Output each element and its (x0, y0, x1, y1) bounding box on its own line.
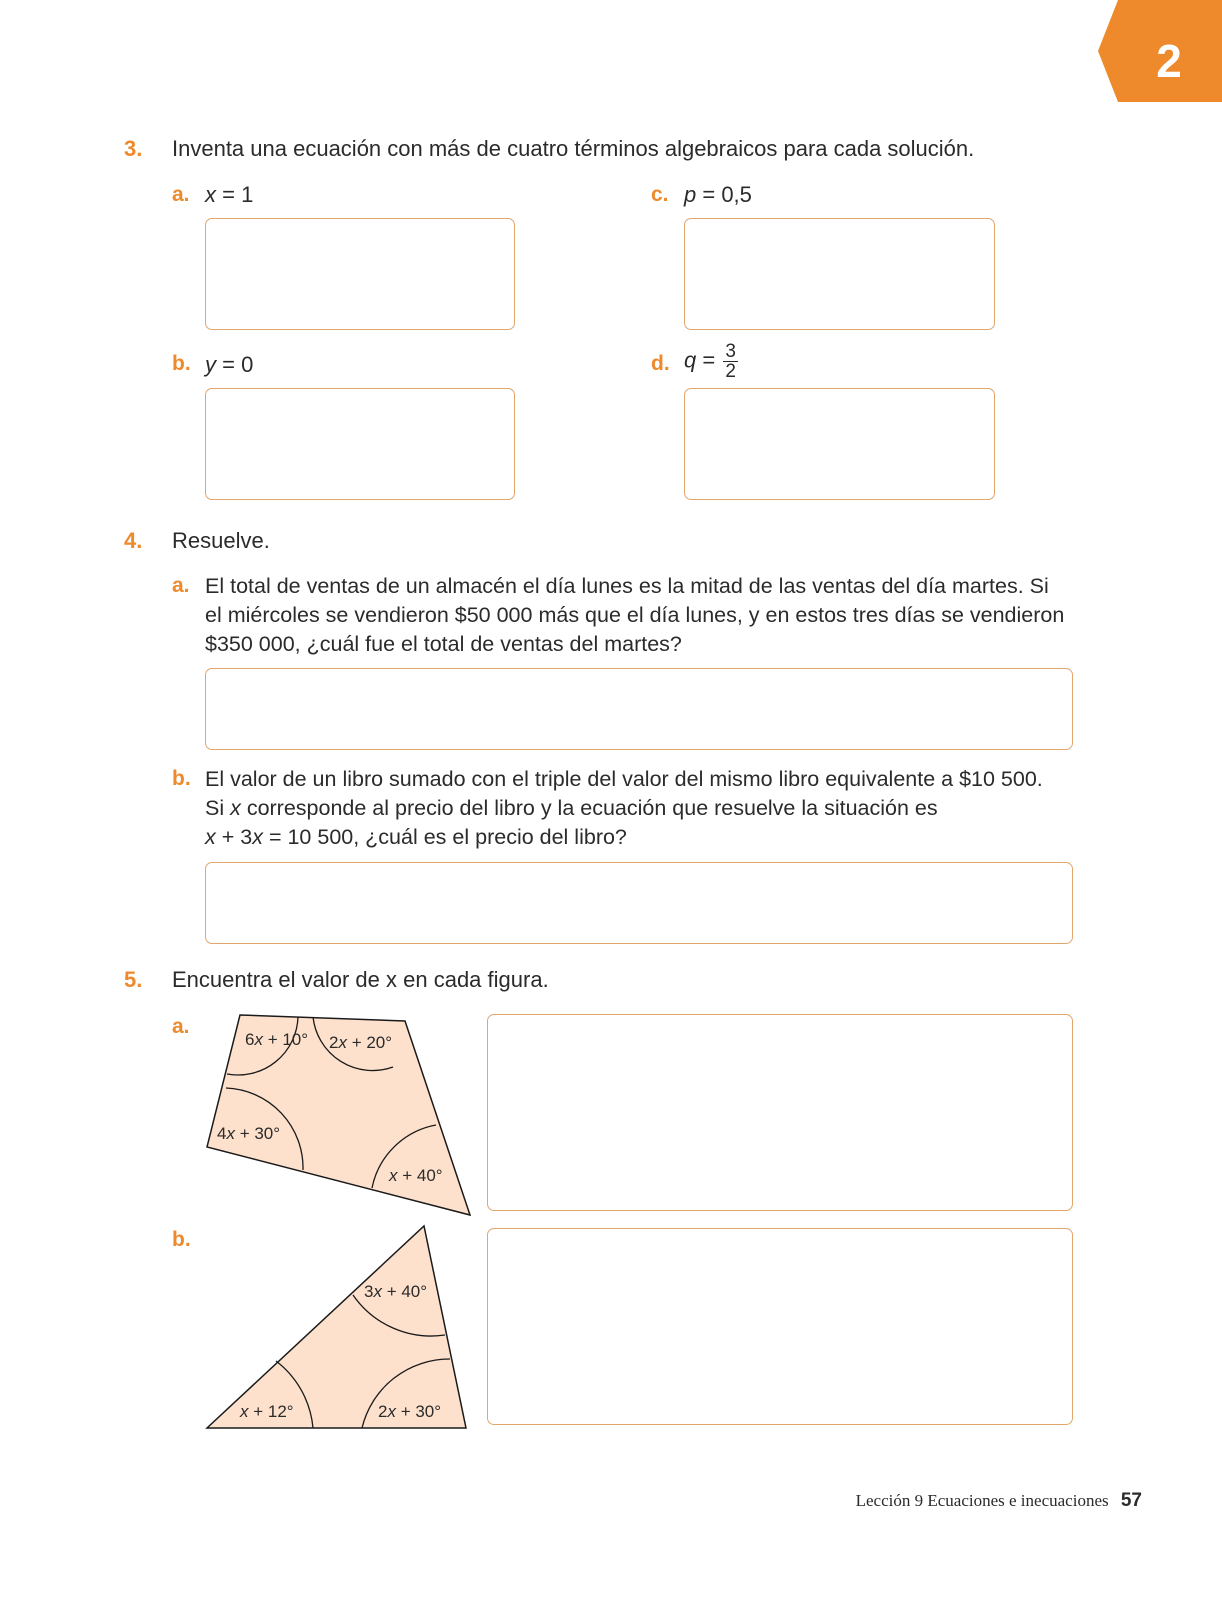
angle-label: 3x + 40° (364, 1282, 428, 1301)
angle-label: x + 12° (240, 1402, 294, 1421)
q5-prompt: Encuentra el valor de x en cada figura. (172, 967, 549, 992)
q3-a-letter: a. (172, 183, 190, 206)
q3-d-answer-box[interactable] (684, 388, 995, 500)
fraction: $\frac{3}{2}$ (725, 341, 736, 382)
triangle-shape (207, 1226, 466, 1428)
q3-number: 3. (124, 136, 143, 161)
q4-prompt: Resuelve. (172, 528, 270, 553)
footer-lesson: Lección 9 (855, 1491, 924, 1510)
q5-b-triangle-figure (0, 0, 480, 1440)
q5-a-answer-box[interactable] (487, 1014, 1073, 1211)
q3-c-letter: c. (651, 183, 669, 206)
q4-b-letter: b. (172, 767, 191, 790)
page-footer (856, 1490, 1142, 1512)
q5-a-letter: a. (172, 1015, 190, 1038)
q3-b-letter: b. (172, 352, 191, 375)
q3-d-letter: d. (651, 352, 670, 375)
angle-label: 4x + 30° (217, 1124, 281, 1143)
q4-b-text: El valor de un libro sumado con el triple del valor del mismo libro equivalente a $10 500. Si x corresponde al precio del libro y la ecuación que resuelve la situación es x + 3x = 10 500, ¿cuál es el precio del libro? (205, 767, 1043, 849)
page-number: 57 (1120, 1490, 1142, 1511)
q4-a-letter: a. (172, 574, 190, 597)
q3-c-expression: p = 0,5 (684, 182, 752, 207)
angle-label: 2x + 30° (378, 1402, 442, 1421)
q4-number: 4. (124, 528, 143, 553)
q5-b-letter: b. (172, 1228, 191, 1251)
q4-a-text: El total de ventas de un almacén el día lunes es la mitad de las ventas del día martes. Si el miércoles se vendieron $50 000 más que el día lunes, y en estos tres días se vendieron $350 000, ¿cuál fue el total de ventas del martes? (205, 574, 1065, 656)
q3-prompt: Inventa una ecuación con más de cuatro términos algebraicos para cada solución. (172, 136, 975, 161)
q3-a-expression: x = 1 (205, 182, 254, 207)
angle-label: x + 40° (389, 1166, 443, 1185)
q3-b-expression: y = 0 (205, 352, 254, 377)
angle-label: 6x + 10° (245, 1030, 309, 1049)
q3-c-answer-box[interactable] (684, 218, 995, 330)
footer-title: Ecuaciones e inecuaciones (927, 1491, 1109, 1510)
q3-d-expression: q = $\frac{3}{2}$ (684, 341, 736, 382)
chapter-number: 2 (1156, 35, 1182, 87)
q5-number: 5. (124, 967, 143, 992)
q5-b-answer-box[interactable] (487, 1228, 1073, 1425)
angle-label: 2x + 20° (329, 1033, 393, 1052)
chapter-tab (1098, 0, 1222, 102)
